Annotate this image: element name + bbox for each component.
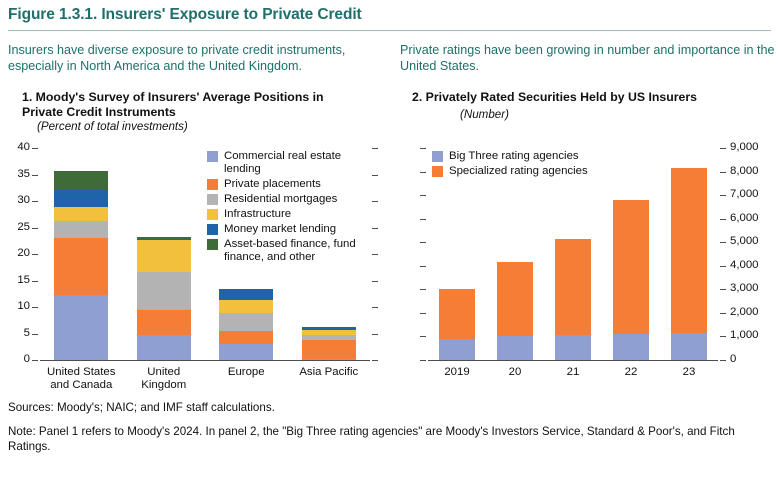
x-axis-line bbox=[428, 360, 718, 361]
y-tick-mark bbox=[720, 360, 726, 361]
y-tick-mark bbox=[420, 172, 426, 173]
y-tick-mark bbox=[32, 148, 38, 149]
y-tick-label: 30 bbox=[17, 194, 30, 206]
bar-segment bbox=[302, 330, 356, 335]
y-tick-label: 0 bbox=[730, 353, 737, 365]
legend-label: Specialized rating agencies bbox=[449, 165, 588, 177]
y-tick-mark bbox=[32, 254, 38, 255]
bar-segment bbox=[219, 289, 273, 290]
bar-segment bbox=[54, 221, 108, 238]
figure-note: Note: Panel 1 refers to Moody's 2024. In panel 2, the "Big Three rating agencies" are Moody's Investors Service, Standard & Poor's, and Fitch Ratings. bbox=[8, 425, 735, 453]
y-tick-mark bbox=[420, 148, 426, 149]
x-tick-label: 20 bbox=[508, 366, 522, 378]
y-tick-mark bbox=[32, 281, 38, 282]
bar-segment bbox=[137, 335, 191, 360]
y-tick-label: 7,000 bbox=[730, 188, 759, 201]
bar-segment bbox=[219, 290, 273, 300]
legend-label: Money market lending bbox=[224, 223, 337, 235]
y-tick-label: 10 bbox=[17, 300, 30, 312]
y-tick-mark bbox=[32, 360, 38, 361]
y-tick-label: 5,000 bbox=[730, 235, 759, 248]
legend-label: Residential mortgages bbox=[224, 193, 338, 205]
y-tick-mark bbox=[420, 242, 426, 243]
y-tick-label: 15 bbox=[17, 273, 30, 286]
bar-segment bbox=[137, 237, 191, 240]
y-tick-mark bbox=[32, 307, 38, 308]
bar-segment bbox=[302, 328, 356, 330]
legend-item bbox=[207, 193, 357, 206]
legend-label: Commercial real estate lending bbox=[224, 150, 342, 175]
bar-segment bbox=[137, 272, 191, 310]
y-tick-mark bbox=[372, 281, 378, 282]
y-tick-mark bbox=[420, 336, 426, 337]
title-divider bbox=[8, 30, 771, 31]
bar-segment bbox=[671, 168, 707, 333]
y-tick-mark bbox=[372, 175, 378, 176]
y-tick-mark bbox=[372, 254, 378, 255]
y-tick-mark bbox=[720, 148, 726, 149]
panel2-subtitle: (Number) bbox=[460, 108, 509, 121]
y-tick-mark bbox=[720, 172, 726, 173]
bar-segment bbox=[54, 238, 108, 295]
legend-item bbox=[207, 150, 357, 176]
bar-column bbox=[137, 148, 191, 360]
y-tick-mark bbox=[720, 336, 726, 337]
legend-swatch bbox=[432, 166, 443, 177]
y-tick-mark bbox=[420, 219, 426, 220]
subhead-right: Private ratings have been growing in number and importance in the United States. bbox=[400, 43, 775, 73]
figure-title: Figure 1.3.1. Insurers' Exposure to Private Credit bbox=[8, 6, 362, 23]
y-tick-mark bbox=[720, 219, 726, 220]
y-tick-mark bbox=[32, 201, 38, 202]
y-tick-mark bbox=[372, 360, 378, 361]
panel1-subtitle: (Percent of total investments) bbox=[37, 120, 188, 133]
y-tick-mark bbox=[372, 228, 378, 229]
legend-label: Asset-based finance, fund finance, and other bbox=[224, 238, 356, 263]
bar-column bbox=[671, 148, 707, 360]
y-tick-label: 6,000 bbox=[730, 211, 759, 224]
sources-note: Sources: Moody's; NAIC; and IMF staff calculations. bbox=[8, 401, 275, 414]
y-tick-mark bbox=[420, 360, 426, 361]
bar-segment bbox=[219, 300, 273, 314]
y-tick-mark bbox=[720, 266, 726, 267]
x-tick-label: United States and Canada bbox=[47, 366, 116, 391]
legend-item bbox=[207, 238, 357, 264]
bar-segment bbox=[219, 331, 273, 344]
bar-segment bbox=[54, 207, 108, 221]
y-tick-mark bbox=[420, 289, 426, 290]
legend-swatch bbox=[207, 224, 218, 235]
subhead-left: Insurers have diverse exposure to private credit instruments, especially in North America and the United Kingdom. bbox=[8, 43, 346, 73]
panel2-legend bbox=[432, 150, 662, 180]
y-tick-label: 40 bbox=[17, 141, 30, 153]
y-tick-mark bbox=[420, 313, 426, 314]
panel1-legend bbox=[207, 150, 357, 266]
legend-swatch bbox=[207, 209, 218, 220]
y-tick-mark bbox=[420, 266, 426, 267]
legend-item bbox=[432, 150, 662, 163]
bar-segment bbox=[137, 239, 191, 240]
bar-segment bbox=[219, 313, 273, 330]
x-tick-label: United Kingdom bbox=[141, 366, 187, 391]
bar-segment bbox=[302, 340, 356, 359]
legend-item bbox=[207, 208, 357, 221]
bar-segment bbox=[497, 336, 533, 360]
y-tick-label: 35 bbox=[17, 167, 30, 180]
bar-segment bbox=[439, 339, 475, 360]
x-tick-label: 21 bbox=[566, 366, 580, 378]
bar-segment bbox=[219, 344, 273, 360]
legend-item bbox=[207, 223, 357, 236]
bar-segment bbox=[54, 295, 108, 360]
bar-segment bbox=[137, 240, 191, 271]
legend-swatch bbox=[432, 151, 443, 162]
y-tick-label: 9,000 bbox=[730, 141, 759, 153]
bar-segment bbox=[137, 310, 191, 335]
y-tick-label: 5 bbox=[23, 326, 30, 339]
legend-label: Infrastructure bbox=[224, 208, 292, 220]
legend-swatch bbox=[207, 239, 218, 250]
legend-swatch bbox=[207, 151, 218, 162]
y-tick-label: 1,000 bbox=[730, 329, 759, 342]
x-axis-line bbox=[40, 360, 370, 361]
y-tick-label: 4,000 bbox=[730, 258, 759, 271]
y-tick-mark bbox=[720, 289, 726, 290]
y-tick-mark bbox=[420, 195, 426, 196]
bar-segment bbox=[54, 190, 108, 207]
y-tick-mark bbox=[720, 313, 726, 314]
bar-segment bbox=[497, 262, 533, 336]
bar-segment bbox=[555, 335, 591, 360]
y-tick-label: 2,000 bbox=[730, 305, 759, 318]
bar-column bbox=[54, 148, 108, 360]
panel1-title: 1. Moody's Survey of Insurers' Average Positions in Private Credit Instruments bbox=[22, 90, 324, 119]
bar-segment bbox=[613, 200, 649, 334]
bar-segment bbox=[302, 335, 356, 340]
bar-segment bbox=[54, 171, 108, 191]
legend-item bbox=[207, 178, 357, 191]
legend-swatch bbox=[207, 179, 218, 190]
y-tick-mark bbox=[720, 195, 726, 196]
bar-segment bbox=[302, 327, 356, 328]
y-tick-label: 25 bbox=[17, 220, 30, 233]
y-tick-mark bbox=[720, 242, 726, 243]
legend-label: Big Three rating agencies bbox=[449, 150, 579, 162]
x-tick-label: 23 bbox=[682, 366, 696, 378]
y-tick-label: 0 bbox=[23, 353, 30, 365]
y-tick-mark bbox=[372, 334, 378, 335]
y-tick-label: 20 bbox=[17, 247, 30, 259]
y-tick-mark bbox=[32, 175, 38, 176]
y-tick-mark bbox=[32, 334, 38, 335]
panel2-title: 2. Privately Rated Securities Held by US Insurers bbox=[412, 90, 697, 104]
y-tick-label: 8,000 bbox=[730, 164, 759, 177]
bar-segment bbox=[671, 333, 707, 360]
bar-segment bbox=[439, 289, 475, 338]
legend-swatch bbox=[207, 194, 218, 205]
x-tick-label: Asia Pacific bbox=[299, 366, 359, 378]
x-tick-label: Europe bbox=[227, 366, 265, 378]
x-tick-label: 2019 bbox=[444, 366, 470, 378]
y-tick-label: 3,000 bbox=[730, 282, 759, 295]
bar-segment bbox=[613, 334, 649, 360]
y-tick-mark bbox=[32, 228, 38, 229]
y-tick-mark bbox=[372, 201, 378, 202]
legend-label: Private placements bbox=[224, 178, 321, 190]
bar-segment bbox=[555, 239, 591, 336]
x-tick-label: 22 bbox=[624, 366, 638, 378]
y-tick-mark bbox=[372, 307, 378, 308]
legend-item bbox=[432, 165, 662, 178]
y-tick-mark bbox=[372, 148, 378, 149]
